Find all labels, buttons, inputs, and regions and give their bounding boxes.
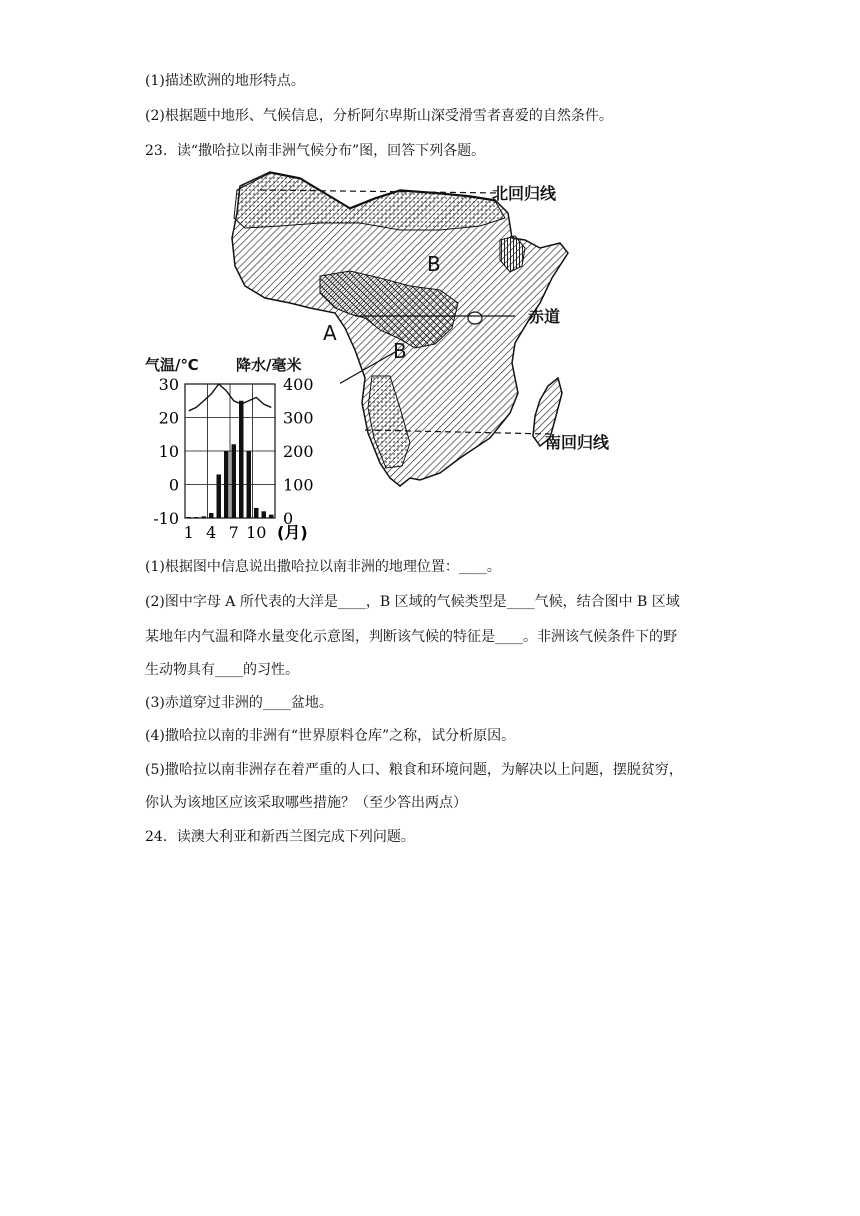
precipitation-bar	[202, 516, 207, 518]
precipitation-bar	[217, 474, 222, 518]
region-letter-b-north: B	[427, 252, 441, 276]
precipitation-bar	[224, 451, 229, 518]
precipitation-bar	[194, 517, 199, 518]
precipitation-bar	[209, 513, 214, 518]
precipitation-bar	[239, 401, 244, 518]
question-23-part-5-line-2: 你认为该地区应该采取哪些措施？（至少答出两点）	[145, 795, 467, 811]
question-23-part-2-line-1: (2)图中字母 A 所代表的大洋是____，B 区域的气候类型是____气候，结合图中 B 区域	[145, 594, 680, 610]
temperature-tick-label: -10	[153, 509, 179, 528]
month-tick-label: 4	[206, 523, 217, 542]
month-axis-label: (月)	[277, 523, 308, 542]
climate-chart	[140, 348, 340, 553]
question-23-part-2-line-3: 生动物具有____的习性。	[145, 662, 299, 678]
tropic-of-cancer-label: 北回归线	[492, 184, 557, 203]
question-22-part-2: (2)根据题中地形、气候信息，分析阿尔卑斯山深受滑雪者喜爱的自然条件。	[145, 108, 613, 124]
month-tick-label: 7	[228, 523, 239, 542]
question-22-part-1: (1)描述欧洲的地形特点。	[145, 73, 305, 89]
temperature-tick-label: 10	[158, 442, 179, 461]
precipitation-bar	[262, 511, 267, 518]
precipitation-bar	[269, 515, 274, 518]
africa-climate-map	[140, 168, 640, 553]
temperature-tick-label: 30	[158, 375, 179, 394]
month-tick-label: 1	[183, 523, 194, 542]
precipitation-tick-label: 100	[283, 475, 314, 495]
lake-victoria	[468, 312, 482, 324]
region-letter-b-south: B	[393, 339, 407, 363]
equator-label: 赤道	[528, 307, 561, 326]
precipitation-tick-label: 0	[283, 509, 294, 528]
precipitation-tick-label: 400	[283, 375, 314, 394]
question-23-part-1: (1)根据图中信息说出撒哈拉以南非洲的地理位置：____。	[145, 559, 501, 575]
precipitation-tick-label: 200	[283, 442, 314, 461]
precipitation-axis-label: 降水/毫米	[236, 356, 302, 374]
question-23-part-3: (3)赤道穿过非洲的____盆地。	[145, 695, 333, 711]
precipitation-bar	[187, 517, 192, 518]
question-23-part-5-line-1: (5)撒哈拉以南非洲存在着严重的人口、粮食和环境问题，为解决以上问题，摆脱贫穷，	[145, 762, 683, 778]
question-23-part-4: (4)撒哈拉以南的非洲有“世界原料仓库”之称，试分析原因。	[145, 728, 516, 744]
temperature-tick-label: 20	[158, 408, 179, 428]
africa-climate-figure	[140, 168, 640, 553]
sahara-desert-region	[234, 173, 505, 230]
precipitation-bar	[254, 508, 259, 518]
precipitation-bar	[247, 451, 252, 518]
temperature-axis-label: 气温/℃	[145, 356, 199, 374]
question-23-part-2-line-2: 某地年内气温和降水量变化示意图，判断该气候的特征是____。非洲该气候条件下的野	[145, 629, 677, 645]
question-23-title: 23．读“撒哈拉以南非洲气候分布”图，回答下列各题。	[145, 143, 486, 159]
month-tick-label: 10	[246, 523, 267, 542]
ocean-letter-a: A	[323, 321, 337, 345]
temperature-tick-label: 0	[168, 475, 179, 495]
tropic-of-capricorn-label: 南回归线	[545, 433, 610, 452]
question-24-title: 24．读澳大利亚和新西兰图完成下列问题。	[145, 829, 415, 845]
precipitation-tick-label: 300	[283, 408, 314, 428]
precipitation-bar	[232, 444, 237, 518]
